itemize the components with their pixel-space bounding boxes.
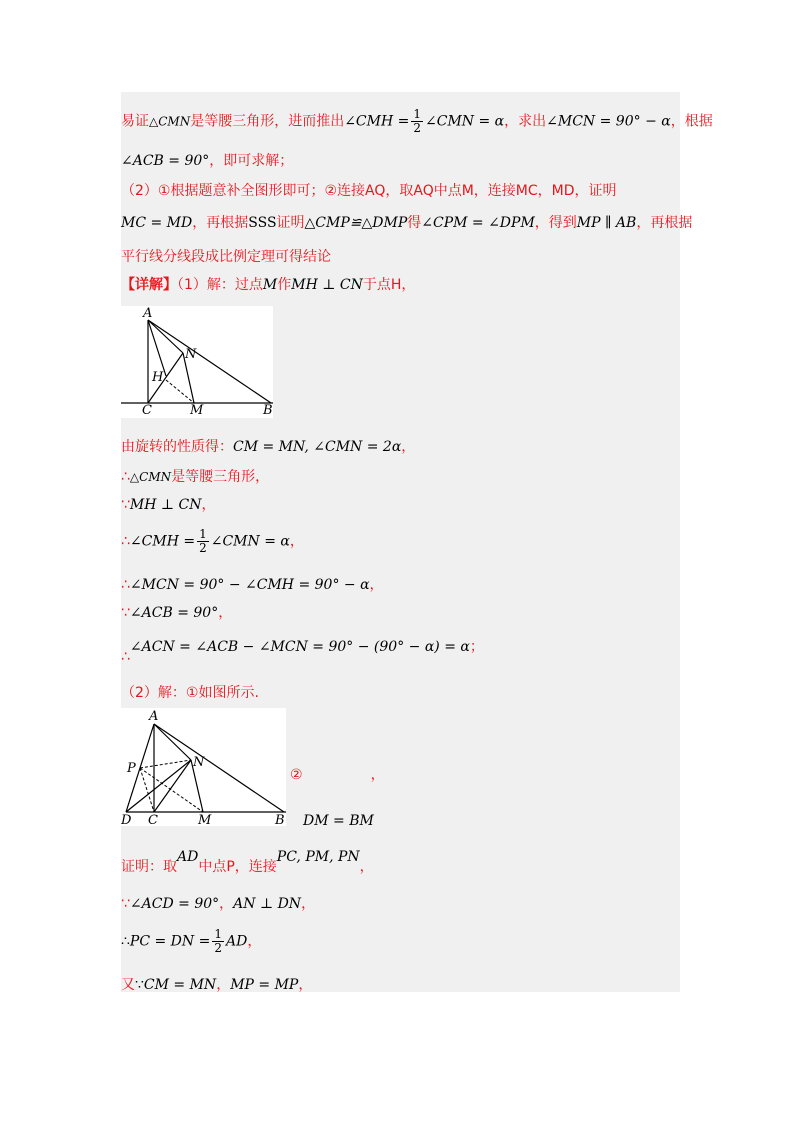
math-angle-acn: ∠ACN = ∠ACB − ∠MCN = 90° − (90° − α) = α bbox=[129, 639, 470, 655]
text: ，再根据 bbox=[192, 215, 249, 231]
text: ， bbox=[218, 605, 233, 621]
label-n: N bbox=[193, 755, 205, 770]
text: （1）解：过点 bbox=[177, 277, 263, 293]
math-angle-cmn: ∠CMN = α bbox=[425, 113, 505, 130]
math-angle-cpm: ∠CPM = ∠DPM bbox=[421, 215, 535, 231]
detail-heading: 【详解】 bbox=[121, 277, 177, 293]
text: 于点H， bbox=[362, 277, 416, 293]
math-mh-perp-cn: MH ⊥ CN bbox=[129, 497, 202, 513]
fraction-denominator: 2 bbox=[413, 121, 422, 135]
text: 证明 bbox=[276, 215, 305, 231]
text: 得 bbox=[407, 215, 422, 231]
text: ， bbox=[369, 577, 384, 593]
detail-line-13 bbox=[121, 893, 315, 913]
text: 是等腰三角形， bbox=[171, 469, 270, 485]
math-sss: SSS bbox=[248, 215, 277, 231]
text: 易证 bbox=[121, 113, 149, 130]
math-ad: AD bbox=[225, 933, 248, 950]
text: ， bbox=[289, 533, 304, 550]
math-rotation: CM = MN, ∠CMN = 2α bbox=[233, 439, 402, 455]
label-a: A bbox=[143, 306, 153, 321]
math-mh-perp-cn: MH ⊥ CN bbox=[291, 277, 363, 293]
text: ，求出 bbox=[504, 113, 547, 130]
fraction-denominator: 2 bbox=[199, 541, 207, 555]
math-mp-mp: MP = MP bbox=[230, 977, 299, 993]
because-symbol: ∵ bbox=[121, 605, 130, 621]
analysis-line-2 bbox=[121, 150, 293, 170]
text: ， bbox=[298, 977, 313, 993]
because-symbol: ∵ bbox=[121, 896, 130, 912]
detail-line-15 bbox=[121, 974, 312, 994]
detail-line-12 bbox=[121, 846, 374, 875]
fraction-denominator: 2 bbox=[214, 941, 222, 955]
math-an-perp-dn: AN ⊥ DN bbox=[233, 896, 302, 912]
therefore-symbol: ∴ bbox=[121, 933, 130, 950]
math-angle-cmh: ∠CMH = bbox=[344, 113, 410, 130]
text: 又 bbox=[121, 977, 135, 993]
text: ，根据 bbox=[670, 113, 713, 130]
because-symbol: ∵ bbox=[135, 977, 144, 993]
detail-line-9: （2）解：①如图所示. bbox=[121, 685, 259, 701]
detail-line-10 bbox=[290, 764, 385, 784]
detail-line-8 bbox=[121, 636, 484, 665]
because-symbol: ∵ bbox=[121, 497, 130, 513]
text: ， bbox=[216, 977, 231, 993]
math-angle-acb: ∠ACB = 90° bbox=[129, 605, 219, 621]
figure-1-svg bbox=[121, 306, 273, 418]
text: ， bbox=[401, 439, 416, 455]
math-triangle-cmn: △CMN bbox=[129, 470, 172, 484]
label-h: H bbox=[152, 370, 164, 385]
text: ，再根据 bbox=[636, 215, 693, 231]
math-angle-acd: ∠ACD = 90° bbox=[129, 896, 220, 912]
text: 由旋转的性质得： bbox=[121, 439, 233, 455]
math-pc-dn: PC = DN = bbox=[129, 933, 211, 950]
math-angle-mcn: ∠MCN = 90° − α bbox=[546, 113, 671, 130]
math-pc-pm-pn: PC, PM, PN bbox=[276, 849, 360, 865]
text: ， bbox=[301, 896, 316, 912]
therefore-symbol: ∴ bbox=[121, 533, 130, 550]
figure-1 bbox=[121, 306, 273, 418]
label-m: M bbox=[190, 403, 204, 418]
text: ， bbox=[219, 896, 234, 912]
text: ， bbox=[370, 767, 385, 783]
text: 中点P，连接 bbox=[198, 859, 277, 875]
label-a: A bbox=[149, 709, 159, 724]
text: ，即可求解； bbox=[209, 153, 294, 169]
text: 作 bbox=[277, 277, 292, 293]
detail-line-1 bbox=[121, 274, 415, 294]
detail-line-14 bbox=[121, 928, 261, 955]
figure-2 bbox=[121, 708, 286, 826]
math-mp-parallel-ab: MP ∥ AB bbox=[576, 215, 637, 231]
figure-2-svg bbox=[121, 708, 286, 826]
detail-line-2 bbox=[121, 436, 415, 456]
label-b: B bbox=[275, 813, 285, 826]
detail-line-6 bbox=[121, 574, 384, 594]
fraction-half bbox=[212, 928, 224, 955]
analysis-line-1 bbox=[121, 108, 713, 135]
text: ； bbox=[469, 639, 484, 655]
math-congruence: △CMP≌△DMP bbox=[304, 215, 408, 231]
analysis-line-5: 平行线分线段成比例定理可得结论 bbox=[121, 249, 331, 265]
fraction-numerator: 1 bbox=[199, 527, 207, 541]
math-angle-acb: ∠ACB = 90° bbox=[121, 153, 210, 169]
therefore-symbol: ∴ bbox=[121, 469, 130, 485]
text: ② bbox=[290, 767, 303, 783]
label-m: M bbox=[198, 813, 212, 826]
fraction-numerator: 1 bbox=[214, 927, 222, 941]
math-ad: AD bbox=[177, 849, 199, 865]
fraction-half bbox=[197, 528, 209, 555]
analysis-line-3: （2）①根据题意补全图形即可；②连接AQ，取AQ中点M，连接MC，MD，证明 bbox=[121, 183, 617, 199]
therefore-symbol: ∴ bbox=[121, 577, 130, 593]
label-c: C bbox=[148, 813, 158, 826]
detail-line-11 bbox=[303, 813, 374, 829]
fraction-numerator: 1 bbox=[413, 107, 422, 121]
detail-line-7 bbox=[121, 602, 232, 622]
math-angle-cmn: ∠CMN = α bbox=[210, 533, 290, 550]
detail-line-4 bbox=[121, 494, 216, 514]
fraction-half bbox=[411, 108, 423, 135]
math-point-m: M bbox=[262, 277, 278, 293]
math-dm-bm: DM = BM bbox=[303, 813, 374, 829]
detail-line-5 bbox=[121, 528, 304, 555]
label-c: C bbox=[142, 403, 152, 418]
label-d: D bbox=[121, 813, 132, 826]
therefore-symbol: ∴ bbox=[121, 649, 130, 665]
math-cm-mn: CM = MN bbox=[143, 977, 217, 993]
text: 证明：取 bbox=[121, 859, 177, 875]
label-b: B bbox=[263, 403, 273, 418]
analysis-line-4 bbox=[121, 212, 692, 232]
math-angle-mcn: ∠MCN = 90° − ∠CMH = 90° − α bbox=[129, 577, 370, 593]
label-p: P bbox=[127, 761, 136, 776]
math-angle-cmh: ∠CMH = bbox=[129, 533, 196, 550]
math-triangle-cmn: △CMN bbox=[149, 114, 191, 129]
text: ， bbox=[247, 933, 262, 950]
text: 是等腰三角形，进而推出 bbox=[190, 113, 345, 130]
label-n: N bbox=[185, 347, 197, 362]
math-mc-md: MC = MD bbox=[121, 215, 193, 231]
text: ，得到 bbox=[534, 215, 577, 231]
text: ， bbox=[201, 497, 216, 513]
text: ， bbox=[359, 859, 374, 875]
detail-line-3 bbox=[121, 466, 269, 486]
